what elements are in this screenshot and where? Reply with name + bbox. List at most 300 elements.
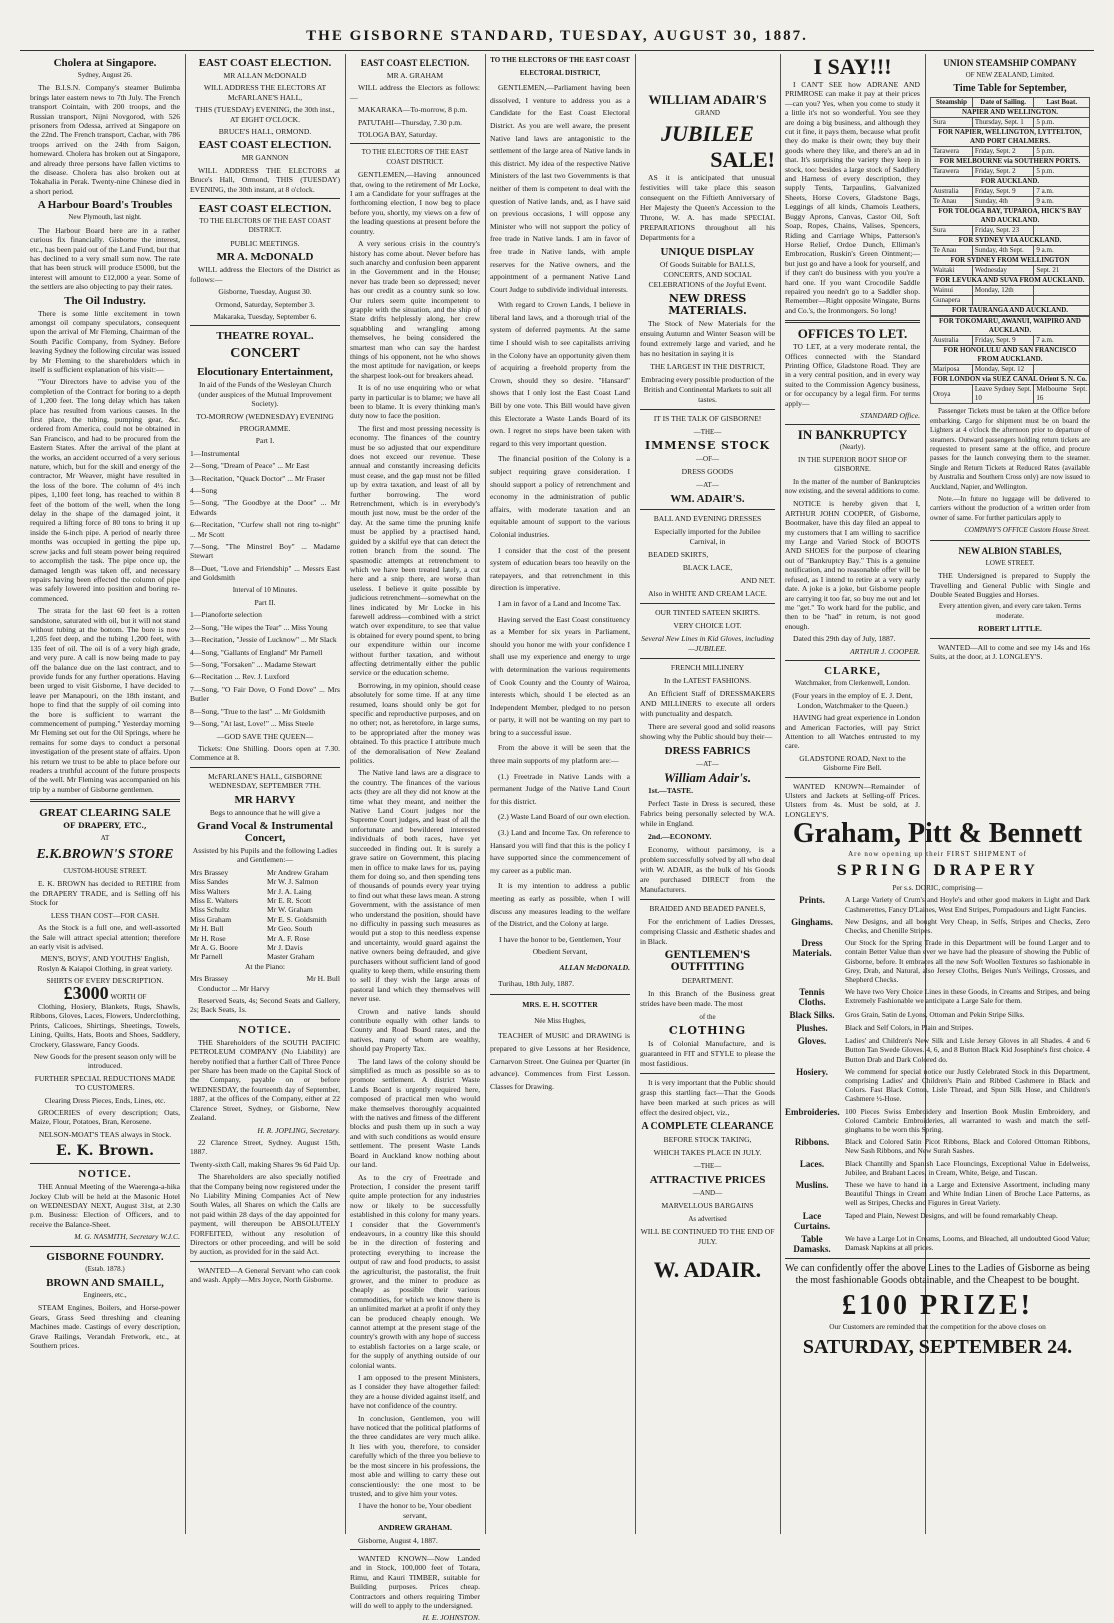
table-row	[931, 385, 1090, 404]
harbour-headline: A Harbour Board's Troubles	[37, 199, 173, 212]
election-headline: EAST COAST ELECTION.	[198, 139, 332, 152]
place-date: Turihau, 18th July, 1887.	[498, 978, 575, 988]
outfitting-dept: DEPARTMENT.	[681, 976, 734, 985]
dress-materials: NEW DRESS MATERIALS.	[668, 292, 747, 317]
programme-item: 6—Recitation, "Curfew shall not ring to-night" ... Mr Scott	[190, 520, 340, 539]
performer: Mr A. F. Rose	[267, 933, 310, 943]
oil-headline: The Oil Industry.	[64, 294, 146, 307]
address-paragraph: GENTLEMEN,—Parliament having been dissolved, I venture to address you as a Candidate for the East Coast Electoral District. As you are well aware, the present Native land laws are antagonistic to the settlement of the large area of Native lands in this district. My idea of the respective Native Ministers of the last two Governments is that neither of them is competent to deal with the question of Native lands, and, as I have said on previous occasions, I will oppose any Minister who will not support the policy of free trade in Native lands. I am in favor of free trade in Native lands, with ample reserves for the Native owners, and the appointment of a permanent Native Land Court Judge to subdivide individual interests.	[490, 83, 630, 294]
graham-item-label: Hosiery.	[796, 1066, 828, 1077]
court-signature: ARTHUR J. COOPER.	[849, 646, 920, 656]
oil-paragraph: "Your Directors have to advise you of the completion of the Contract for boring to a depth of 1,200 feet. The long delay which has taken place has resulted from various causes. In the first place, the tubing, pumping gear, &c. ordered from America, could not be obtained in San Francisco, and had to be procured from the Eastern States. After the arrival of the plant at the works, an accident occurred of a very serious nature, which, but for the skill and energy of the contractor, Mr Weaver, might have resulted in the loss of the bore. The column of 4½ inch pipes, 1,100 feet long, has reached to within 8 feet of the bottom of the well, when the long delay in the shape of the damaged joint, it required a lifting force of 80 tons to bring it up inside the 6-inch pipe. A period of nearly three months was occupied in getting the pipe up, screw jacks and full steam power being required to accomplish the task. The pipe once up, the damaged length was taken off, and necessary repairs having been effected the column of pipe was safely lowered into position and boring re-commenced.	[30, 377, 180, 603]
performer: Mr J. Davis	[267, 943, 303, 952]
graham-item-text: We have a Large Lot in Creams, Looms, and Bleached, all undoubted Good Value; Damask Napkins at all prices.	[845, 1233, 1090, 1252]
clarke-address: GLADSTONE ROAD, Next to the Gisborne Fire Bell.	[799, 753, 906, 773]
timetable-cell: Monday, Sept. 12	[972, 365, 1034, 375]
adair-text: Economy, without parsimony, is a problem successfully solved by all who deal with W. ADAIR, as the bulk of his Goods are purchased DIRECT from the Manufacturers.	[640, 845, 775, 894]
notice-signature: H. R. JOPLING, Secretary.	[257, 1125, 340, 1135]
grand-concert: Grand Vocal & Instrumental Concert,	[197, 819, 333, 844]
notice-signature: M. G. NASMITH, Secretary W.J.C.	[74, 1232, 180, 1242]
graham-item-text: Gros Grain, Satin de Lyons, Ottoman and Pekin Stripe Silks.	[845, 1010, 1025, 1020]
sale-subhead: OF DRAPERY, ETC.,	[63, 821, 147, 831]
prize-text: Our Customers are reminded that the competition for the above closes on	[829, 1321, 1046, 1331]
divider	[30, 1163, 180, 1164]
meeting-text: WILL ADDRESS THE ELECTORS AT McFARLANE'S HALL,	[203, 83, 327, 102]
continued: WILL BE CONTINUED TO THE END OF JULY.	[640, 1227, 775, 1246]
store-text: Clothing, Hosiery, Blankets, Rugs, Shawls, Ribbons, Gloves, Laces, Flowers, Underclothing, Prints, Calicoes, Shirtings, Sheetings, Towels, Lining, Quilts, Hats, Boots and Shoes, Saddlery, Crockery, Glassware, Fancy Goods.	[30, 1001, 180, 1049]
meeting-date: TOLOGA BAY, Saturday.	[358, 130, 438, 140]
performer: Mr Parnell	[190, 952, 223, 962]
divider	[190, 1019, 340, 1020]
meeting-text: WILL address the Electors of the District as follows:—	[190, 265, 340, 284]
adair-grand: GRAND	[695, 109, 720, 117]
graham-item-label: Prints.	[799, 895, 825, 906]
timetable-cell: 5 p.m.	[1034, 147, 1090, 157]
timetable-route: FOR AUCKLAND.	[931, 177, 1090, 187]
performer: Miss Walters	[190, 886, 230, 896]
performer: Mr E. S. Goldsmith	[267, 914, 327, 924]
programme-item: 2—Song, "He wipes the Tear" ... Miss Young	[190, 622, 328, 632]
i-say-headline: I SAY!!!	[813, 54, 892, 79]
court-body: NOTICE is hereby given that I, ARTHUR JOHN COOPER, of Gisborne, Bootmaker, have this day filed an appeal to my customers that I am willing to sacrifice my Large and Varied Stock of BOOTS AND SHOES for the purpose of clearing out of "Bankruptcy Bay." This is a genuine notification, and no reasonable offer will be refused, as I intend to retire at a very early date. A joke is a joke, but Gisborne people are carrying it too far, so buy me out and let me "get." To work hard for the public, and then to be "had" in return, is not good enough.	[785, 499, 920, 631]
timetable-route: FOR HONOLULU AND SAN FRANCISCO FROM AUCKLAND.	[931, 346, 1090, 365]
adair-text: An Efficient Staff of DRESSMAKERS AND MILLINERS to execute all orders with punctuality and despatch.	[640, 689, 775, 718]
address-paragraph: I am opposed to the present Ministers, as I consider they have altogether failed: they are a house divided against itself, and have not confidence of the country.	[350, 1373, 480, 1411]
dress-goods: DRESS GOODS	[681, 467, 734, 476]
graham-item	[785, 1180, 1090, 1208]
programme-item: 8—Duet, "Love and Friendship" ... Messrs East and Goldsmith	[190, 563, 340, 583]
white-lace: Also in WHITE AND CREAM LACE.	[648, 589, 767, 598]
court-headline: IN THE SUPERIOR BOOT SHOP OF GISBORNE.	[798, 455, 907, 474]
clarke-text: (Four years in the employ of E. J. Dent, London, Watchmaker to the Queen.)	[792, 691, 913, 710]
timetable-cell: 9 a.m.	[1034, 246, 1090, 256]
timetable-note: Note.—In future no luggage will be delivered to carriers without the production of a written order from owner of same. For further particulars apply to	[930, 495, 1090, 522]
adair-signature: W. ADAIR.	[653, 1257, 762, 1282]
divider	[785, 320, 920, 323]
platform-item: (2.) Waste Land Board of our own election.	[498, 812, 630, 822]
seats: Reserved Seats, 4s; Second Seats and Gallery, 2s; Back Seats, 1s.	[190, 996, 340, 1015]
timetable-route: FOR TAURANGA AND AUCKLAND.	[931, 306, 1090, 316]
offices-signature: STANDARD Office.	[860, 411, 920, 420]
programme-part-1	[190, 449, 340, 583]
and-net: AND NET.	[740, 576, 775, 585]
notice-headline: NOTICE.	[238, 1023, 292, 1036]
adair-text: AS it is anticipated that unusual festivities will take place this season consequent on the Fiftieth Anniversary of Her Majesty the Queen's Accession to the Throne, W. A. has made SPECIAL PREPARATIONS throughout all his Departments for a	[640, 173, 775, 242]
venue: BRUCE'S HALL, ORMOND.	[218, 127, 312, 137]
store-text: LESS THAN COST—FOR CASH.	[50, 910, 160, 920]
divider	[640, 1073, 775, 1074]
graham-item-label: Ribbons.	[794, 1137, 830, 1148]
wanted-ad: WANTED—A General Servant who can cook and wash. Apply—Mrs Joyce, North Gisborne.	[190, 1265, 340, 1285]
scotter-name: MRS. E. H. SCOTTER	[522, 1000, 598, 1010]
graham-item-text: Taped and Plain, Newest Designs, and will be found remarkably Cheap.	[845, 1210, 1058, 1220]
address-paragraph: With regard to Crown Lands, I believe in liberal land laws, and a thorough trial of the system of deferred payments. At the same time I should wish to see capitalists arriving in the Colony have an opportunity given them of acquiring a freehold property from the Crown, should they so desire. "Hansard" shows that I only lost the East Coast Land Bill by one vote. This Bill would have given this Electorate a Waste Lands Board of its own. I regret no steps have been taken with regard to this very important question.	[490, 300, 630, 448]
graham-item	[785, 987, 1090, 1007]
harvey-name: MR HARVY	[234, 793, 296, 806]
foundry-established: (Estab. 1878.)	[85, 1264, 125, 1273]
programme-item: 3—Recitation, "Quack Doctor" ... Mr Fraser	[190, 473, 326, 483]
timetable-cell: Leave Sydney Sept. 10	[972, 385, 1034, 404]
harvey-text: Begs to announce that he will give a	[209, 807, 321, 817]
table-row	[931, 147, 1090, 157]
column-5	[640, 54, 775, 1534]
timetable-cell: Friday, Sept. 2	[972, 147, 1034, 157]
timetable-cell: Friday, Sept. 9	[972, 187, 1034, 197]
harbour-dateline: New Plymouth, last night.	[68, 213, 142, 222]
column-rule	[635, 54, 636, 1534]
cholera-body: The B.I.S.N. Company's steamer Bulimba brings later eastern news to 7th July. The French transport Cointain, with 200 troops, and the Russian transport, Nijni Novgorod, with 526 prisoners from Odessa, arrived at Singapore on the 22nd. The French transport, Cachar, with 786 troops arrived on the 24th from Saigon, homeward. Cholera has broken out at Singapore, and already three persons have fallen victims to the disease. Cholera has also broken out at Tokahalia in Perak. Twenty-nine Chinese died in a short period.	[30, 83, 180, 196]
table-row	[931, 187, 1090, 197]
store-worth: WORTH OF	[110, 992, 147, 1001]
timetable-cell: Te Anau	[931, 197, 973, 207]
place-date: Gisborne, August 4, 1887.	[358, 1535, 438, 1545]
address-paragraph: It is my intention to address a public meeting as early as possible, when I will discuss any measures leading to the welfare of the District, and the Colony at large.	[490, 881, 630, 929]
timetable-cell: Tarawera	[931, 167, 973, 177]
conductor: Conductor ... Mr Harvy	[198, 983, 270, 993]
graham-item	[785, 895, 1090, 913]
address-paragraph: From the above it will be seen that the three main supports of my platform are:—	[490, 743, 630, 766]
store-text: GROCERIES of every description; Oats, Maize, Flour, Potatoes, Bran, Kerosene.	[30, 1108, 180, 1127]
timetable-route: FOR LONDON via SUEZ CANAL Orient S. N. Co.	[931, 375, 1090, 385]
programme-item: 2—Song, "Dream of Peace" ... Mr East	[190, 461, 310, 471]
candidate-name: MR ALLAN McDONALD	[223, 71, 307, 80]
column-2	[190, 54, 340, 1534]
platform-item: (1.) Freetrade in Native Lands with a permanent Judge of the Native Land Court for this district.	[490, 771, 630, 806]
timetable-cell: Australia	[931, 187, 973, 197]
store-text: MEN'S, BOYS', AND YOUTHS' English, Roslyn & Kaiapoi Clothing, in great variety.	[37, 954, 173, 973]
store-text: Clearing Dress Pieces, Ends, Lines, etc.	[44, 1095, 166, 1105]
timetable-cell: Friday, Sept. 2	[972, 167, 1034, 177]
adair-text: Of Goods Suitable for BALLS, CONCERTS, AND SOCIAL CELEBRATIONS of the Joyful Event.	[648, 260, 767, 289]
graham-item-text: Black Chantilly and Spanish Lace Flouncings, Exceptional Value in Edelweiss, Jubilee, and Brabant Laces, in Cream, White, Beige, and Tuscan.	[845, 1158, 1090, 1177]
masthead-title: THE GISBORNE STANDARD, TUESDAY, AUGUST 30, 1887.	[306, 28, 808, 44]
graham-item-label: Gloves.	[797, 1036, 827, 1047]
advertised: As advertised	[688, 1215, 727, 1223]
adair-text: Perfect Taste in Dress is secured, these Fabrics being personally selected by W.A. while in England.	[640, 799, 775, 828]
meeting-date: PATUTAHI—Thursday, 7.30 p.m.	[358, 117, 463, 127]
store-text: FURTHER SPECIAL REDUCTIONS MADE TO CUSTOMERS.	[34, 1073, 176, 1093]
adair-text: Embracing every possible production of the British and Continental Markets to suit all tastes.	[640, 375, 775, 404]
divider	[640, 509, 775, 510]
timetable-cell: Thursday, Sept. 1	[972, 118, 1034, 128]
court-date: Dated this 29th day of July, 1887.	[793, 634, 896, 644]
programme-item: 4—Song, "Gallants of England" Mr Parnell	[190, 647, 323, 657]
graham-item-label: Muslins.	[795, 1180, 829, 1191]
graham-item-label: Laces.	[799, 1158, 825, 1169]
adair-text: Especially imported for the Jubilee Carnival, in	[654, 527, 761, 546]
graham-item-text: These we have to hand in a Large and Extensive Assortment, including many Beautiful Things in Cream and White Indian Linen of Broche Lace Patterns, as well as Stripes, Checks and Figures in Great Variety.	[845, 1180, 1090, 1208]
sateen-choice: VERY CHOICE LOT.	[673, 621, 742, 630]
timetable-cell: Friday, Sept. 9	[972, 336, 1034, 346]
graham-confident: We can confidently offer the above Lines to the Ladies of Gisborne as being the most fashionable Goods obtainable, and the Cheapest to be bought.	[785, 1262, 1090, 1286]
address-paragraph: A very serious crisis in the country's history has come about. Never before has such anarchy and confusion been apparent in the Government and in the House; never has trade been so depressed; never has our credit as a country sunk so low. Our rulers seem quite incompetent to grapple with the situation, and the ship of State drifts helplessly along, her crew squabbling and wrangling among themselves, he being considered the smartest man who can say the hardest things of his opponent, not he who shows the most aptitude for navigation, or keeps the sharpest look-out for breakers ahead.	[350, 239, 480, 380]
public-meetings: PUBLIC MEETINGS.	[230, 238, 300, 248]
signature: ALLAN McDONALD.	[559, 962, 630, 972]
timetable-route: FOR TOLOGA BAY, TUPAROA, HICK'S BAY AND AUCKLAND.	[931, 207, 1090, 226]
timetable-cell: Sura	[931, 226, 973, 236]
address-paragraph: Crown and native lands should contribute equally with other lands to County and Road Board rates, and the natives, many of whom are wealthy, should pay Property Tax.	[350, 1006, 480, 1054]
graham-item	[785, 938, 1090, 984]
notice-headline: NOTICE.	[78, 1168, 132, 1181]
adair-text: In this Branch of the Business great strides have been made. The most	[640, 989, 775, 1008]
masthead-rule	[20, 50, 1094, 51]
bargains: MARVELLOUS BARGAINS	[661, 1201, 754, 1210]
brown-smaill-sub: Engineers, etc.,	[83, 1291, 127, 1300]
graham-item-text: Black and Self Colors, in Plain and Stripes.	[845, 1023, 974, 1033]
graham-item-label: Table Damasks.	[793, 1233, 831, 1254]
graham-item-text: We have two Very Choice Lines in these Goods, in Creams and Stripes, and being Extremely Fashionable we anticipate a Large Sale for them.	[845, 987, 1090, 1006]
closing: I have the honor to be, Gentlemen, Your Obedient Servant,	[499, 934, 621, 957]
oil-paragraph: The strata for the last 60 feet is a rotten sandstone, saturated with oil, but it will not stand without tubing at the bottom. The bore is now 1,205 feet deep, and the tubing 1,200 feet, with 135 feet of oil. The oil is of a very high grade, and very pure. A call is now being made to pay off the balance due on the last contract, and to provide funds for any further operations. Having been urged to visit Gisborne, I have decided to leave per Manapouri, on the 18th instant, and hope to find that the supply of oil coming into the bore is sufficient to warrant the commencement of pumping." Yesterday morning Mr Fleming set out for the Oil Springs, where he remains for some days to conduct a personal investigation of the present state of affairs. Upon his return we trust to be able to place before our readers a truthful account of the future prospects of the well. Mr Fleming was accompanied on his trip by a number of Gisborne gentlemen.	[30, 606, 180, 794]
timetable-signature: COMPANY'S OFFICE Custom House Street.	[964, 526, 1090, 535]
union-sub: OF NEW ZEALAND, Limited.	[965, 71, 1055, 79]
performer: Mr H. Bull	[190, 924, 224, 934]
albion-headline: NEW ALBION STABLES,	[958, 545, 1062, 556]
kid-gloves: Several New Lines in Kid Gloves, including—JUBILEE.	[641, 634, 774, 653]
divider	[930, 540, 1090, 541]
programme-item: 7—Song, "The Minstrel Boy" ... Madame Stewart	[190, 542, 340, 561]
timetable-cell: Monday, 12th	[972, 286, 1034, 296]
store-text: NELSON-MOAT'S TEAS always in Stock.	[38, 1129, 172, 1139]
table-row	[931, 365, 1090, 375]
graham-item-text: Ladies' and Children's New Silk and Lisle Jersey Gloves in all Shades. 4 and 6 Button Tan Swede Gloves. 4, 6, and 8 Button Black Kid Josephine's first choice. 4 Button Drab and Dark Colored do.	[845, 1036, 1090, 1064]
divider	[490, 994, 630, 995]
clarke-headline: CLARKE,	[824, 664, 881, 677]
timetable-route: FOR NAPIER, WELLINGTON, LYTTELTON, AND PORT CHALMERS.	[931, 128, 1090, 147]
graham-item-label: Plushes.	[796, 1023, 828, 1034]
table-row	[931, 266, 1090, 276]
prize-headline: £100 PRIZE!	[842, 1289, 1033, 1321]
performer: Miss Schultz	[190, 905, 230, 915]
timetable-cell: Melbourne Sept. 16	[1034, 385, 1090, 404]
address-paragraph: As to the cry of Freetrade and Protection, I consider the present tariff quite ample protection for any industries now or likely to be successfully established in this colony for many years. I consider that the Government's endeavours, in a country like this should be in the direction of fostering and protecting everything to increase the output of raw and food products, to assist the agriculturist, the pastoralist, the fruit grower, and the miner to produce as cheaply as possible their various commodities, for which we know there is an unlimited market at a profit if only they can be produced cheaply enough. We cannot attempt at the present stage of the country's growth with any hope of success to establish factories on a large scale, or for the supply of anything outside of our colonial wants.	[350, 1172, 480, 1370]
william-adairs: William Adair's.	[663, 770, 752, 785]
graham-item-label: Ginghams.	[791, 916, 833, 927]
column-rule	[345, 54, 346, 1534]
timetable-column-header: Last Boat.	[1034, 98, 1090, 108]
timetable-cell: Oroya	[931, 385, 973, 404]
timetable-route: FOR LEVUKA AND SUVA FROM AUCKLAND.	[931, 276, 1090, 286]
timetable-cell	[1034, 296, 1090, 306]
table-row	[931, 226, 1090, 236]
timetable-route: FOR TOKOMARU, AWANUI, WAIPIRO AND AUCKLAND.	[931, 317, 1090, 336]
timetable-cell	[1034, 286, 1090, 296]
millinery: FRENCH MILLINERY	[670, 663, 745, 672]
notice-body: THE Annual Meeting of the Waerenga-a-hika Jockey Club will be held at the Masonic Hotel on WEDNESDAY NEXT, August 31st, at 2.30 p.m. Business: Election of Officers, and to receive the Balance-Sheet.	[30, 1182, 180, 1229]
graham-item-text: Black and Colored Satin Picot Ribbons, Black and Colored Ottoman Ribbons, New Sash Ribbons, and New Surah Sashes.	[845, 1137, 1090, 1156]
timetable-column-header: Date of Sailing.	[972, 98, 1034, 108]
sale-headline: GREAT CLEARING SALE	[39, 807, 171, 820]
graham-ad	[785, 818, 1090, 1538]
clothing: CLOTHING	[668, 1024, 747, 1037]
performer: Mr Geo. South	[267, 924, 313, 934]
divider	[190, 767, 340, 768]
column-rule	[485, 54, 486, 1534]
immense-stock: IMMENSE STOCK	[644, 439, 771, 452]
timetable-cell: Tarawera	[931, 147, 973, 157]
timetable-cell	[1034, 226, 1090, 236]
graham-item	[785, 1159, 1090, 1177]
connector: —THE—	[693, 428, 722, 436]
election-headline: EAST COAST ELECTION.	[198, 57, 332, 69]
pianist: Mr H. Bull	[306, 974, 340, 984]
before-stock: BEFORE STOCK TAKING,	[663, 1135, 752, 1144]
adair-name: WILLIAM ADAIR'S	[648, 92, 767, 107]
brown-smaill-body: STEAM Engines, Boilers, and Horse-power Gears, Grass Seed threshing and cleaning Machines made. Castings of every description, Grave Railings, Verandah Fretwork, etc., at Southern prices.	[30, 1303, 180, 1351]
to-electors: TO THE ELECTORS OF THE EAST COAST DISTRICT.	[199, 217, 331, 235]
platform-item: (3.) Land and Income Tax. On reference to Hansard you will find that this is the policy I have supported since the commencement of my career as a public man.	[490, 828, 630, 875]
performer: Mr H. Rose	[190, 933, 226, 943]
column-rule	[780, 54, 781, 1534]
programme-label: PROGRAMME.	[239, 423, 291, 433]
offices-body: TO LET, at a very moderate rental, the Offices connected with the Standard Printing Office, Gladstone Road. They are in a very central position, and in every way suited to the Commission Agency business, or for occupancy by a legal firm. For terms apply—	[785, 342, 920, 408]
performer: Mr W. Graham	[267, 905, 313, 915]
meeting-text: WILL address the Electors as follows:—	[350, 83, 480, 102]
divider	[190, 1261, 340, 1262]
adair-text: Is of Colonial Manufacture, and is guaranteed in FIT and STYLE to please the most fastidious.	[640, 1039, 775, 1068]
adair-text: The Stock of New Materials for the ensuing Autumn and Winter Season will be found extremely large and varied, and he has no hesitation in saying it is	[640, 319, 775, 358]
connector: of the	[699, 1013, 716, 1021]
adair-sale: SALE!	[710, 147, 775, 172]
interval: Interval of 10 Minutes.	[232, 585, 298, 594]
clearance: A COMPLETE CLEARANCE	[641, 1121, 774, 1132]
graham-item-label: Tennis Cloths.	[798, 987, 826, 1008]
timetable-cell: Waitaki	[931, 266, 973, 276]
sateen: OUR TINTED SATEEN SKIRTS.	[655, 608, 760, 617]
timetable-route: FOR SYDNEY FROM WELLINGTON	[931, 256, 1090, 266]
attractive-prices: ATTRACTIVE PRICES	[649, 1174, 766, 1186]
store-text: SHIRTS OF EVERY DESCRIPTION.	[46, 976, 164, 986]
oil-paragraph: There is some little excitement in town amongst oil company speculators, consequent upon the arrival of Mr Fleming, Chairman of the South Pacific Company, from Sydney. Before leaving Sydney the following circular was issued by Mr Fleming to the shareholders which in itself is sufficient explanation of his visit:—	[30, 308, 180, 374]
divider	[640, 603, 775, 604]
timetable-cell: 5 p.m.	[1034, 167, 1090, 177]
timetable-route: FOR SYDNEY VIA AUCKLAND.	[931, 236, 1090, 246]
meeting-date: Ormond, Saturday, September 3.	[215, 299, 315, 309]
cholera-headline: Cholera at Singapore.	[53, 57, 157, 69]
albion-signature: ROBERT LITTLE.	[978, 624, 1042, 634]
beaded-skirts: BEADED SKIRTS,	[648, 550, 709, 559]
graham-item	[785, 917, 1090, 935]
graham-item	[785, 1067, 1090, 1104]
wanted-ad: WANTED KNOWN—Now Landed and in Stock, 100,000 feet of Totara, Rimu, and Kauri TIMBER, suitable for Building purposes. Prices cheap. Contractors and others requiring Timber will do well to apply to the undersigned.	[350, 1553, 480, 1610]
timetable-cell: Gunapera	[931, 296, 973, 306]
performer: Mr W. J. Salmon	[267, 877, 319, 887]
store-sub: CUSTOM-HOUSE STREET.	[63, 867, 147, 876]
bankruptcy-nearly: (Nearly).	[839, 443, 866, 452]
timetable-cell	[1034, 365, 1090, 375]
performer: Mr E. R. Scott	[267, 895, 312, 905]
timetable-cell: 9 a.m.	[1034, 197, 1090, 207]
talk: IT IS THE TALK OF GISBORNE!	[653, 414, 762, 423]
graham-item-text: Our Stock for the Spring Trade in this Department will be found Larger and to contain Better Value than ever we have had the pleasure of showing the Public of Gisborne, before. It embraces all the new Soft Woollen Textures so fashionable in Grey, Drab, and Natural, also Jersey Cloths, Beiges Nun's Veilings, Crosses, and Shepherd Checks.	[845, 938, 1090, 985]
programme-item: 5—Song, "The Goodbye at the Door" ... Mr Edwards	[190, 498, 340, 517]
graham-item	[785, 1211, 1090, 1231]
brown-smaill-headline: BROWN AND SMAILL,	[46, 1277, 164, 1290]
table-row	[931, 286, 1090, 296]
divider	[640, 409, 775, 410]
address-paragraph: It is of no use enquiring who or what party in particular is to blame; we have all been to blame. It is every thinking man's duty now to face the position.	[350, 383, 480, 421]
programme-item: 3—Recitation, "Jessie of Lucknow" ... Mr Slack	[190, 635, 337, 645]
graham-item-label: Dress Materials.	[792, 938, 832, 959]
elocution-when: TO-MORROW (WEDNESDAY) EVENING	[196, 411, 334, 421]
address-paragraph: Borrowing, in my opinion, should cease absolutely for some time. If at any time resumed, loans should only be got for specific and reproductive purposes, and on no other; not, as heretofore, in large sums, to be appropriated after the money was obtained. To this practice I attribute much of the demoralisation of New Zealand politics.	[350, 680, 480, 766]
performer: Miss Graham	[190, 914, 232, 924]
spring-drapery: SPRING DRAPERY	[836, 863, 1039, 880]
bankruptcy-headline: IN BANKRUPTCY	[797, 427, 908, 443]
programme-item: 8—Song, "True to the last" ... Mr Goldsmith	[190, 706, 326, 716]
scotter-body: TEACHER of MUSIC and DRAWING is prepared to give Lessons at her Residence, Carnarvon Street. One Guinea per Quarter (in advance). Commences from First Lesson. Classes for Drawing.	[490, 1031, 630, 1091]
divider	[785, 660, 920, 661]
address-paragraph: I am in favor of a Land and Income Tax.	[498, 598, 621, 608]
foundry-headline: GISBORNE FOUNDRY.	[46, 1250, 164, 1263]
taste-head: 1st.—TASTE.	[648, 786, 694, 795]
millinery-sub: In the LATEST FASHIONS.	[663, 676, 752, 685]
address-paragraph: I consider that the cost of the present system of education bears too heavily on the ratepayers, and that retrenchment in this direction is imperative.	[490, 545, 630, 593]
albion-sub: LOWE STREET.	[985, 558, 1035, 567]
address-paragraph: GENTLEMEN,—Having announced that, owing to the retirement of Mr Locke, I am a Candidate for your suffrages at the forthcoming election, I now beg to place before you, shortly, my views on a few of the leading questions at present before the country.	[350, 170, 480, 236]
meeting-time: THIS (TUESDAY) EVENING, the 30th inst., AT EIGHT O'CLOCK.	[195, 105, 335, 124]
connector: —OF—	[696, 455, 719, 463]
theatre-headline: THEATRE ROYAL.	[216, 330, 314, 343]
programme-item: 1—Instrumental	[190, 448, 240, 458]
store-text: As the Stock is a full one, and well-assorted the Sale will attract special attention; therefore an early visit is advised.	[30, 923, 180, 951]
timetable-cell: Mariposa	[931, 365, 973, 375]
timetable-cell: Australia	[931, 336, 973, 346]
address-paragraph: Having served the East Coast constituency as a Member for six years in Parliament, should you honor me with your confidence I shall use my experience and energy to urge with determination the various requirements of Cook County and the County of Wairoa, interests which, should I be elected as an Independent Member, pledged to no person or party, it will not be wanting on my part to bring to a successful issue.	[490, 614, 630, 737]
divider	[350, 143, 480, 144]
harbour-body: The Harbour Board here are in a rather curious fix financially. Gisborne the interest, etc., has been paid out of the Land Fund, but that has declined to a very small sum now. The rate that has been struck will produce £5000, but the interest will amount to £12,000 a year. Some of the settlers are also objecting to pay their rates.	[30, 225, 180, 292]
economy-head: 2nd.—ECONOMY.	[648, 832, 712, 841]
grand-text: Assisted by his Pupils and the following Ladies and Gentlemen:—	[192, 845, 338, 865]
column-rule	[185, 54, 186, 1534]
call-body: The Shareholders are also specially notified that the Company being now registered under the No Liability Mining Companies Act of New South Wales, all Shares on which the Calls are not paid within 28 days of the day appointed for payment, will thereupon be ABSOLUTELY FORFEITED, without any resolution of Directors or other proceeding, and will be sold by auction, as provided for in the said Act.	[190, 1172, 340, 1257]
divider	[930, 638, 1090, 639]
column-3	[350, 54, 480, 1623]
timetable-cell: Sunday, 4th Sept.	[972, 246, 1034, 256]
connector: —AND—	[692, 1189, 723, 1197]
performer: Mr J. A. Laing	[267, 886, 312, 896]
mcfarlane-hall: McFARLANE'S HALL, GISBORNE WEDNESDAY, SEPTEMBER 7TH.	[207, 771, 323, 791]
unique-display: UNIQUE DISPLAY	[660, 246, 755, 258]
wanted-ad: WANTED—All to come and see my 14s and 16s Suits, at the door, at J. LONGLEY'S.	[930, 642, 1090, 661]
largest: THE LARGEST IN THE DISTRICT,	[650, 362, 765, 371]
divider	[640, 658, 775, 659]
graham-item	[785, 1036, 1090, 1064]
scotter-nee: Née Miss Hughes,	[534, 1016, 586, 1025]
dress-fabrics: DRESS FABRICS	[664, 745, 751, 757]
timetable-cell: 7 a.m.	[1034, 187, 1090, 197]
timetable-cell: Sura	[931, 118, 973, 128]
address-paragraph: In conclusion, Gentlemen, you will have noticed that the political platforms of the three candidates are very much alike. It lies with you, therefore, to consider carefully which of the three you believe to be the most sincere in his professions, the most able and willing to carry these out conscientiously: the one most to be trusted, and to give him your votes.	[350, 1413, 480, 1498]
sale-at: AT	[100, 833, 110, 842]
black-lace: BLACK LACE,	[682, 563, 733, 572]
divider	[350, 1549, 480, 1550]
part-label: Part I.	[255, 436, 275, 446]
graham-per: Per s.s. DORIC, comprising—	[892, 883, 983, 893]
graham-item-label: Embroideries.	[785, 1106, 840, 1117]
timetable-cell: Te Anau	[931, 246, 973, 256]
store-text: New Goods for the present season only will be introduced.	[33, 1051, 177, 1071]
programme-item: 7—Song, "O Fair Dove, O Fond Dove" ... Mrs Butler	[190, 684, 340, 704]
timetable-notes: Passenger Tickets must be taken at the Office before embarking. Cargo for shipment must be on board the Lighters at 4 o'clock the afternoon prior to departure of steamers. Outward passengers holding return tickets are requested to present same at the office, and procure passes for the launch conveying them to the steamer. Single and Return Tickets at Reduced Rates (available by Australia and Southern Cross only) are now issued to Auckland, Napier, and Wellington.	[930, 407, 1090, 491]
adair-text: For the enrichment of Ladies Dresses, comprising Classic and Æsthetic shades and in Black.	[640, 917, 775, 946]
god-save-queen: —GOD SAVE THE QUEEN—	[216, 731, 314, 741]
wm-adair: WM. ADAIR'S.	[670, 493, 745, 505]
pianist: Mrs Brassey	[190, 974, 229, 984]
programme-item: 6—Recitation ... Rev. J. Luxford	[190, 672, 290, 682]
wanted-ad: WANTED KNOWN—Remainder of Ulsters and Jackets at Selling-off Prices. Ulsters from 4s. Must be sold, at J. LONGLEY'S.	[785, 781, 920, 819]
timetable-cell: Wednesday	[972, 266, 1034, 276]
